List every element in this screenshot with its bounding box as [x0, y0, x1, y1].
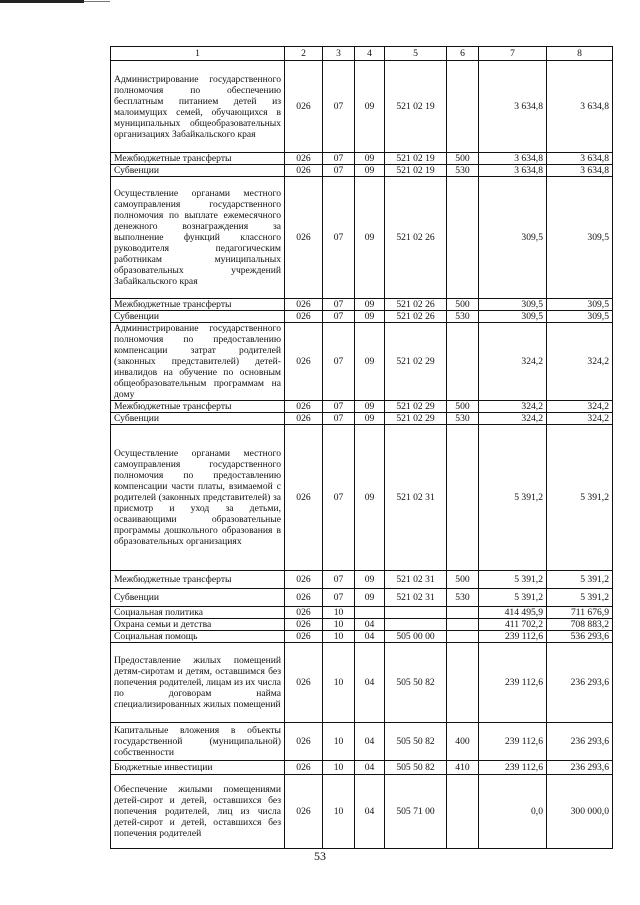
row-ministry-code: 026	[285, 165, 323, 177]
row-target-article: 521 02 19	[385, 61, 447, 153]
header-row	[111, 47, 613, 61]
page-number: 53	[314, 849, 326, 863]
row-target-article: 521 02 19	[385, 165, 447, 177]
row-expense-type	[447, 619, 479, 631]
row-description: Субвенции	[111, 165, 285, 177]
row-description: Осуществление органами местного самоуправления государственного полномочия по предоставлению компенсации части платы, взимаемой с родителей (законных представителей) за присмотр и уход за детьми, осваивающими образовательные программы дошкольного образования в образовательных организациях	[111, 425, 285, 571]
table-row	[111, 631, 613, 643]
row-section: 07	[323, 401, 355, 413]
row-amount-year1: 324,2	[479, 401, 547, 413]
row-description: Администрирование государственного полномочия по обеспечению бесплатным питанием детей из малоимущих семей, обучающихся в муниципальных общеобразовательных организациях Забайкальского края	[111, 61, 285, 153]
row-subsection: 09	[355, 323, 385, 401]
row-amount-year1: 0,0	[479, 775, 547, 849]
row-subsection: 09	[355, 425, 385, 571]
row-description: Социальная политика	[111, 607, 285, 619]
row-amount-year2: 3 634,8	[547, 153, 613, 165]
row-amount-year1: 3 634,8	[479, 61, 547, 153]
table-row	[111, 323, 613, 401]
table-row	[111, 425, 613, 571]
corner-scan-mark	[0, 0, 84, 3]
row-expense-type: 500	[447, 401, 479, 413]
row-description: Межбюджетные трансферты	[111, 401, 285, 413]
header-cell: 4	[355, 47, 385, 61]
row-subsection: 04	[355, 643, 385, 723]
header-cell: 8	[547, 47, 613, 61]
row-section: 07	[323, 165, 355, 177]
row-target-article: 521 02 31	[385, 425, 447, 571]
row-description: Социальная помощь	[111, 631, 285, 643]
row-expense-type	[447, 607, 479, 619]
row-amount-year2: 236 293,6	[547, 643, 613, 723]
row-description: Субвенции	[111, 589, 285, 607]
row-expense-type	[447, 61, 479, 153]
row-amount-year1: 3 634,8	[479, 165, 547, 177]
row-section: 10	[323, 761, 355, 775]
row-section: 07	[323, 153, 355, 165]
row-ministry-code: 026	[285, 153, 323, 165]
row-amount-year2: 309,5	[547, 299, 613, 311]
row-expense-type	[447, 177, 479, 299]
row-subsection: 04	[355, 761, 385, 775]
row-description: Межбюджетные трансферты	[111, 299, 285, 311]
row-expense-type: 530	[447, 413, 479, 425]
row-amount-year2: 5 391,2	[547, 589, 613, 607]
row-description: Межбюджетные трансферты	[111, 153, 285, 165]
row-expense-type: 400	[447, 723, 479, 761]
row-subsection: 09	[355, 165, 385, 177]
row-section: 10	[323, 607, 355, 619]
row-amount-year2: 3 634,8	[547, 61, 613, 153]
table-row	[111, 723, 613, 761]
row-amount-year1: 309,5	[479, 311, 547, 323]
row-section: 10	[323, 619, 355, 631]
row-amount-year2: 3 634,8	[547, 165, 613, 177]
row-expense-type: 410	[447, 761, 479, 775]
row-ministry-code: 026	[285, 323, 323, 401]
row-subsection: 09	[355, 61, 385, 153]
row-amount-year1: 239 112,6	[479, 643, 547, 723]
row-expense-type: 500	[447, 571, 479, 589]
row-amount-year1: 411 702,2	[479, 619, 547, 631]
row-ministry-code: 026	[285, 413, 323, 425]
row-amount-year1: 324,2	[479, 323, 547, 401]
row-description: Капитальные вложения в объекты государственной (муниципальной) собственности	[111, 723, 285, 761]
row-subsection: 09	[355, 401, 385, 413]
row-target-article: 521 02 29	[385, 401, 447, 413]
row-subsection: 04	[355, 723, 385, 761]
row-section: 07	[323, 571, 355, 589]
row-section: 10	[323, 631, 355, 643]
row-amount-year1: 5 391,2	[479, 571, 547, 589]
row-expense-type	[447, 643, 479, 723]
row-expense-type	[447, 425, 479, 571]
row-description: Охрана семьи и детства	[111, 619, 285, 631]
table-row	[111, 643, 613, 723]
row-section: 07	[323, 177, 355, 299]
header-cell: 2	[285, 47, 323, 61]
header-cell: 5	[385, 47, 447, 61]
row-amount-year2: 309,5	[547, 177, 613, 299]
row-ministry-code: 026	[285, 775, 323, 849]
row-ministry-code: 026	[285, 631, 323, 643]
row-section: 07	[323, 425, 355, 571]
table-row	[111, 571, 613, 589]
row-subsection: 09	[355, 177, 385, 299]
row-amount-year2: 324,2	[547, 323, 613, 401]
row-section: 10	[323, 723, 355, 761]
row-subsection: 09	[355, 413, 385, 425]
row-section: 07	[323, 323, 355, 401]
row-target-article	[385, 607, 447, 619]
row-target-article: 505 50 82	[385, 761, 447, 775]
row-section: 07	[323, 589, 355, 607]
row-ministry-code: 026	[285, 607, 323, 619]
row-ministry-code: 026	[285, 571, 323, 589]
row-ministry-code: 026	[285, 643, 323, 723]
row-description: Предоставление жилых помещений детям-сиротам и детям, оставшимся без попечения родителей, лицам из их числа по договорам найма специализированных жилых помещений	[111, 643, 285, 723]
table-row	[111, 299, 613, 311]
row-section: 07	[323, 413, 355, 425]
row-amount-year1: 5 391,2	[479, 425, 547, 571]
row-target-article: 521 02 29	[385, 323, 447, 401]
row-section: 07	[323, 299, 355, 311]
row-target-article: 521 02 26	[385, 311, 447, 323]
row-subsection: 04	[355, 631, 385, 643]
row-ministry-code: 026	[285, 401, 323, 413]
row-amount-year1: 239 112,6	[479, 723, 547, 761]
row-amount-year1: 239 112,6	[479, 631, 547, 643]
row-section: 07	[323, 311, 355, 323]
row-expense-type: 530	[447, 589, 479, 607]
row-subsection: 04	[355, 619, 385, 631]
row-amount-year1: 239 112,6	[479, 761, 547, 775]
row-expense-type	[447, 775, 479, 849]
table-row	[111, 177, 613, 299]
table-row	[111, 153, 613, 165]
table-row	[111, 761, 613, 775]
row-amount-year2: 300 000,0	[547, 775, 613, 849]
table-row	[111, 589, 613, 607]
row-amount-year2: 5 391,2	[547, 425, 613, 571]
row-amount-year2: 236 293,6	[547, 723, 613, 761]
row-amount-year1: 414 495,9	[479, 607, 547, 619]
row-amount-year2: 309,5	[547, 311, 613, 323]
row-amount-year2: 708 883,2	[547, 619, 613, 631]
header-cell: 6	[447, 47, 479, 61]
row-subsection: 04	[355, 775, 385, 849]
row-section: 10	[323, 775, 355, 849]
row-ministry-code: 026	[285, 619, 323, 631]
row-ministry-code: 026	[285, 311, 323, 323]
row-amount-year1: 324,2	[479, 413, 547, 425]
budget-table	[110, 46, 613, 849]
row-subsection: 09	[355, 571, 385, 589]
row-ministry-code: 026	[285, 177, 323, 299]
row-target-article: 521 02 19	[385, 153, 447, 165]
row-amount-year1: 309,5	[479, 177, 547, 299]
row-amount-year2: 324,2	[547, 413, 613, 425]
row-target-article: 521 02 29	[385, 413, 447, 425]
row-ministry-code: 026	[285, 61, 323, 153]
header-cell: 7	[479, 47, 547, 61]
row-description: Обеспечение жилыми помещениями детей-сирот и детей, оставшихся без попечения родителей, лиц из числа детей-сирот и детей, оставшихся без попечения родителей	[111, 775, 285, 849]
row-target-article: 521 02 31	[385, 571, 447, 589]
table-row	[111, 165, 613, 177]
table-row	[111, 607, 613, 619]
row-section: 10	[323, 643, 355, 723]
row-expense-type: 500	[447, 299, 479, 311]
table-row	[111, 775, 613, 849]
row-ministry-code: 026	[285, 299, 323, 311]
table-row	[111, 401, 613, 413]
row-section: 07	[323, 61, 355, 153]
row-amount-year1: 3 634,8	[479, 153, 547, 165]
row-amount-year1: 5 391,2	[479, 589, 547, 607]
row-amount-year2: 711 676,9	[547, 607, 613, 619]
row-ministry-code: 026	[285, 723, 323, 761]
row-subsection: 09	[355, 311, 385, 323]
row-target-article: 505 50 82	[385, 643, 447, 723]
row-subsection: 09	[355, 589, 385, 607]
row-expense-type	[447, 631, 479, 643]
row-description: Администрирование государственного полномочия по предоставлению компенсации затрат родителей (законных представителей) детей-инвалидов на обучение по основным общеобразовательным программам на дому	[111, 323, 285, 401]
table-row	[111, 413, 613, 425]
row-target-article: 521 02 26	[385, 177, 447, 299]
row-amount-year2: 5 391,2	[547, 571, 613, 589]
row-amount-year1: 309,5	[479, 299, 547, 311]
row-description: Межбюджетные трансферты	[111, 571, 285, 589]
row-target-article: 505 50 82	[385, 723, 447, 761]
row-description: Осуществление органами местного самоуправления государственного полномочия по выплате ежемесячного денежного вознаграждения за выполнение функций классного руководителя педагогическим работникам муниципальных образовательных учреждений Забайкальского края	[111, 177, 285, 299]
row-expense-type	[447, 323, 479, 401]
row-amount-year2: 536 293,6	[547, 631, 613, 643]
row-subsection	[355, 607, 385, 619]
row-expense-type: 500	[447, 153, 479, 165]
row-target-article	[385, 619, 447, 631]
row-subsection: 09	[355, 299, 385, 311]
row-subsection: 09	[355, 153, 385, 165]
row-ministry-code: 026	[285, 589, 323, 607]
corner-scan-mark-thin	[84, 1, 110, 2]
row-target-article: 505 71 00	[385, 775, 447, 849]
row-description: Субвенции	[111, 311, 285, 323]
row-ministry-code: 026	[285, 761, 323, 775]
table-row	[111, 619, 613, 631]
row-description: Бюджетные инвестиции	[111, 761, 285, 775]
header-cell: 1	[111, 47, 285, 61]
row-expense-type: 530	[447, 311, 479, 323]
table-row	[111, 61, 613, 153]
row-amount-year2: 324,2	[547, 401, 613, 413]
row-target-article: 521 02 26	[385, 299, 447, 311]
header-cell: 3	[323, 47, 355, 61]
row-expense-type: 530	[447, 165, 479, 177]
row-ministry-code: 026	[285, 425, 323, 571]
row-target-article: 505 00 00	[385, 631, 447, 643]
row-description: Субвенции	[111, 413, 285, 425]
row-target-article: 521 02 31	[385, 589, 447, 607]
row-amount-year2: 236 293,6	[547, 761, 613, 775]
table-row	[111, 311, 613, 323]
